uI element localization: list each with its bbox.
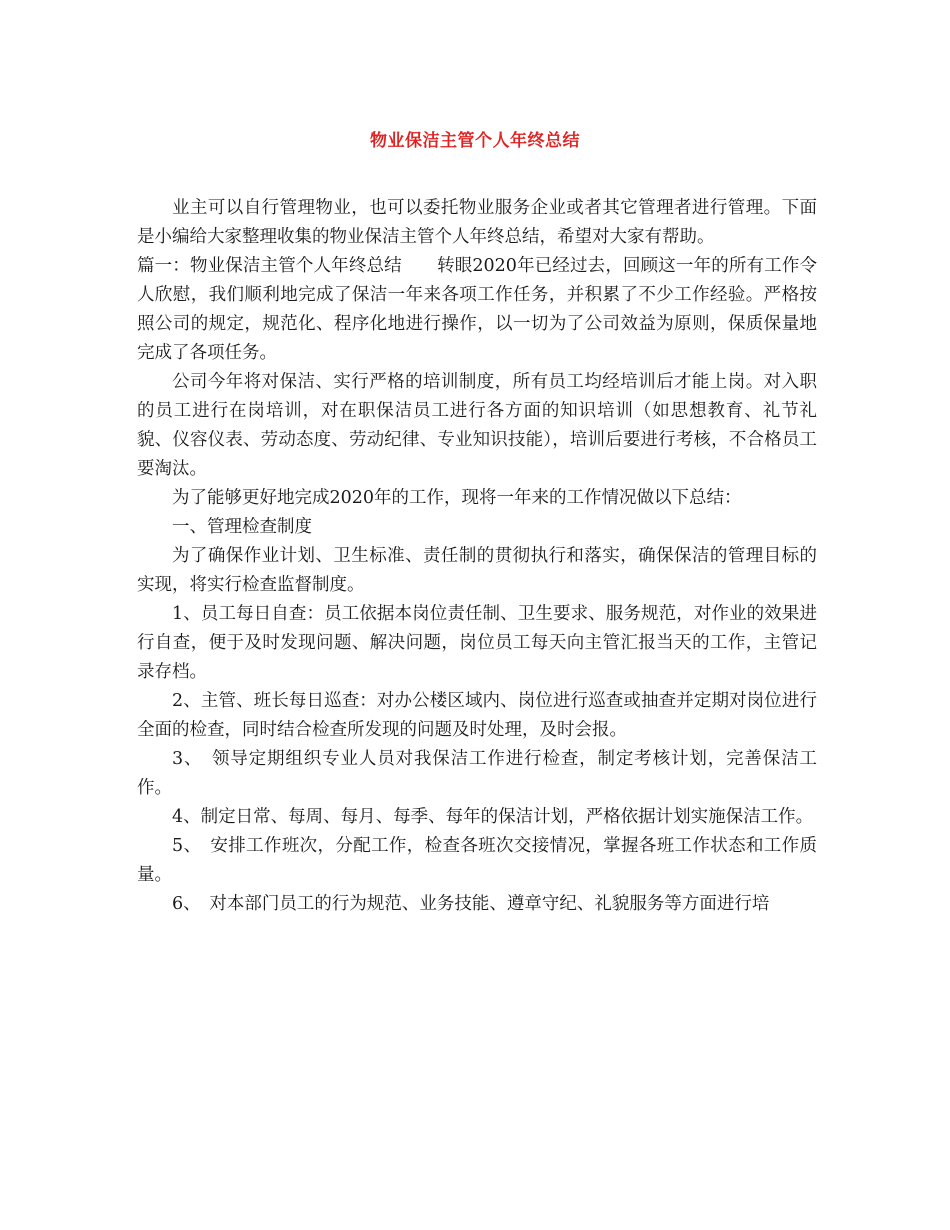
- document-body: [137, 194, 817, 919]
- list-item-5: 5、 安排工作班次，分配工作，检查各班次交接情况，掌握各班工作状态和工作质量。: [137, 836, 817, 885]
- document-title: 物业保洁主管个人年终总结: [370, 131, 580, 151]
- paragraph-article-one: 篇一：物业保洁主管个人年终总结 转眼2020年已经过去，回顾这一年的所有工作令人欣慰，我们顺利地完成了保洁一年来各项工作任务，并积累了不少工作经验。严格按照公司的规定，规范化、程序化地进行操作，以一切为了公司效益为原则，保质保量地完成了各项任务。: [137, 256, 817, 363]
- list-item-3: 3、 领导定期组织专业人员对我保洁工作进行检查，制定考核计划，完善保洁工作。: [137, 749, 817, 798]
- list-item-4: 4、制定日常、每周、每月、每季、每年的保洁计划，严格依据计划实施保洁工作。: [172, 807, 814, 827]
- paragraph-inspection-intro: 为了确保作业计划、卫生标准、责任制的贯彻执行和落实，确保保洁的管理目标的实现，将实行检查监督制度。: [137, 546, 817, 595]
- section-heading-inspection: 一、管理检查制度: [172, 517, 312, 537]
- list-item-6: 6、 对本部门员工的行为规范、业务技能、遵章守纪、礼貌服务等方面进行培: [172, 894, 770, 914]
- list-item-2: 2、主管、班长每日巡查：对办公楼区域内、岗位进行巡查或抽查并定期对岗位进行全面的检查，同时结合检查所发现的问题及时处理，及时会报。: [137, 691, 817, 740]
- paragraph-summary-lead: 为了能够更好地完成2020年的工作，现将一年来的工作情况做以下总结：: [172, 488, 742, 508]
- paragraph-intro: 业主可以自行管理物业，也可以委托物业服务企业或者其它管理者进行管理。下面是小编给大家整理收集的物业保洁主管个人年终总结，希望对大家有帮助。: [137, 198, 817, 247]
- paragraph-training: 公司今年将对保洁、实行严格的培训制度，所有员工均经培训后才能上岗。对入职的员工进行在岗培训，对在职保洁员工进行各方面的知识培训（如思想教育、礼节礼貌、仪容仪表、劳动态度、劳动纪律、专业知识技能），培训后要进行考核，不合格员工要淘汰。: [137, 372, 817, 479]
- list-item-1: 1、员工每日自查：员工依据本岗位责任制、卫生要求、服务规范，对作业的效果进行自查，便于及时发现问题、解决问题，岗位员工每天向主管汇报当天的工作，主管记录存档。: [137, 604, 817, 682]
